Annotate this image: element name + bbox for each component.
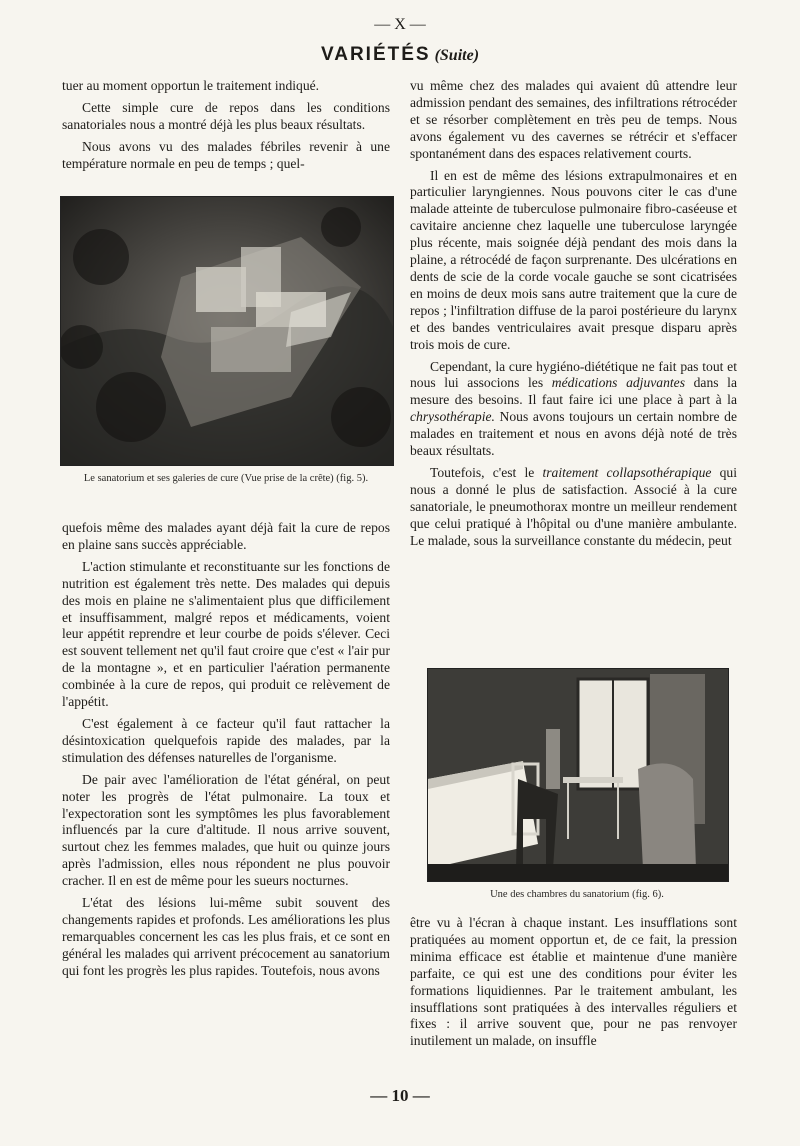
sanatorium-room-illustration [428, 669, 728, 881]
paragraph: être vu à l'écran à chaque instant. Les insufflations sont pratiquées au moment opportun et, de ce fait, la pression minima efficace est établie et maintenue d'une manière parfaite, ce qui est une des conditions pour éviter les formations liquidiennes. Par le traitement ambulant, les insufflations sont pratiquées à des intervalles réguliers et fixes : il arrive souvent que, pour ne pas renvoyer inutilement un malade, on insuffle [410, 915, 737, 1049]
paragraph [410, 465, 737, 550]
text-run: Toutefois, c'est le [430, 464, 543, 480]
section-title [0, 44, 800, 66]
paragraph: quefois même des malades ayant déjà fait la cure de repos en plaine sans succès appréciable. [62, 520, 390, 552]
right-column-bottom [410, 915, 737, 1055]
sanatorium-aerial-photo [60, 196, 394, 466]
figure-5-caption: Le sanatorium et ses galeries de cure (Vue prise de la crête) (fig. 5). [83, 473, 369, 484]
figure-6 [427, 668, 727, 902]
text-run: Nous avons toujours un certain nombre de malades en traitement et nous en avons déjà noté de très beaux résultats. [410, 409, 737, 459]
paragraph: L'action stimulante et reconstituante sur les fonctions de nutrition est également très nette. Des malades qui depuis des mois en plaine ne s'alimentaient plus que difficilement et insuffisamment, malgré repos et médicaments, voient leur appétit reprendre et leur courbe de poids s'élever. Ceci est souvent tellement net qu'il faut croire que c'est « l'air pur de la montagne », et en particulier l'aération permanente combinée à la cure de repos, qui produit ce relèvement de l'appétit. [62, 558, 390, 710]
paragraph: tuer au moment opportun le traitement indiqué. [62, 78, 320, 93]
sanatorium-room-photo [427, 668, 729, 882]
left-column-top [62, 78, 390, 178]
text-run: qui nous a donné le plus de satisfaction. Associé à la cure sanatoriale, le pneumothorax montre un meilleur rendement que celui pratiqué à l'hôpital ou d'une manière ambulante. Le malade, sous la surveillance constante du médecin, peut [410, 464, 738, 548]
paragraph [410, 359, 737, 460]
left-column-bottom [62, 520, 390, 985]
paragraph: vu même chez des malades qui avaient dû attendre leur admission pendant des semaines, des infiltrations rétrocéder et se résorber complètement en très peu de temps. Nous avons également vu des cavernes se rétrécir et s'effacer spontanément dans des espaces relativement courts. [410, 78, 737, 161]
section-title-suffix: (Suite) [434, 47, 480, 64]
text-run: dans la mesure des besoins. Il faut faire ici une place à part à la [410, 375, 737, 408]
figure-6-caption: Une des chambres du sanatorium (fig. 6). [490, 889, 664, 900]
paragraph: De pair avec l'amélioration de l'état général, on peut noter les progrès de l'état pulmonaire. La toux et l'expectoration sont les symptômes les plus favorablement influencés par la cure d'altitude. Il nous arrive souvent, surtout chez les femmes malades, que huit ou quinze jours après l'admission, elles nous répondent ne plus pouvoir cracher. Il en est de même pour les sueurs nocturnes. [62, 771, 390, 889]
paragraph: Il en est de même des lésions extrapulmonaires et en particulier laryngiennes. Nous pouvons citer le cas d'une malade atteinte de tuberculose pulmonaire fibro-caséeuse et cavitaire ancienne chez laquelle une tuberculose laryngée plus récente, mais soignée déjà pendant des mois dans la plaine, a rétrocédé de façon surprenante. Des ulcérations en dents de scie de la corde vocale gauche se sont cicatrisées en moins de deux mois sans autre traitement que la cure de repos ; l'infiltration diffuse de la paroi postérieure du larynx et des bandes ventriculaires avait presque disparu après trois mois de cure. [410, 167, 737, 352]
paragraph: Nous avons vu des malades fébriles revenir à une température normale en peu de temps ; quel- [62, 138, 390, 171]
emphasis-medications: médications adjuvantes [551, 375, 685, 391]
text-run: Cependant, la cure hygiéno-diététique ne fait pas tout et nous lui associons les [410, 358, 737, 391]
sanatorium-aerial-illustration [61, 197, 393, 465]
page-number: — 10 — [370, 1086, 430, 1105]
emphasis-collapsotherapy: traitement collapsothérapique [542, 464, 712, 480]
paragraph: Cette simple cure de repos dans les conditions sanatoriales nous a montré déjà les plus beaux résultats. [62, 99, 390, 132]
section-title-main: VARIÉTÉS [320, 44, 431, 65]
figure-5 [60, 196, 392, 486]
paragraph: L'état des lésions lui-même subit souvent des changements rapides et profonds. Les améliorations les plus remarquables concernent les cas les plus frais, et ce sont en général les malades qui arrivent précocement au sanatorium qui font les progrès les plus rapides. Toutefois, nous avons [62, 895, 390, 978]
paragraph: C'est également à ce facteur qu'il faut rattacher la désintoxication quelquefois rapide des malades, par la stimulation des défenses naturelles de l'organisme. [62, 715, 390, 765]
right-column-top [410, 78, 737, 554]
running-head: — X — [374, 16, 426, 33]
emphasis-chrysotherapy: chrysothérapie. [410, 409, 495, 425]
